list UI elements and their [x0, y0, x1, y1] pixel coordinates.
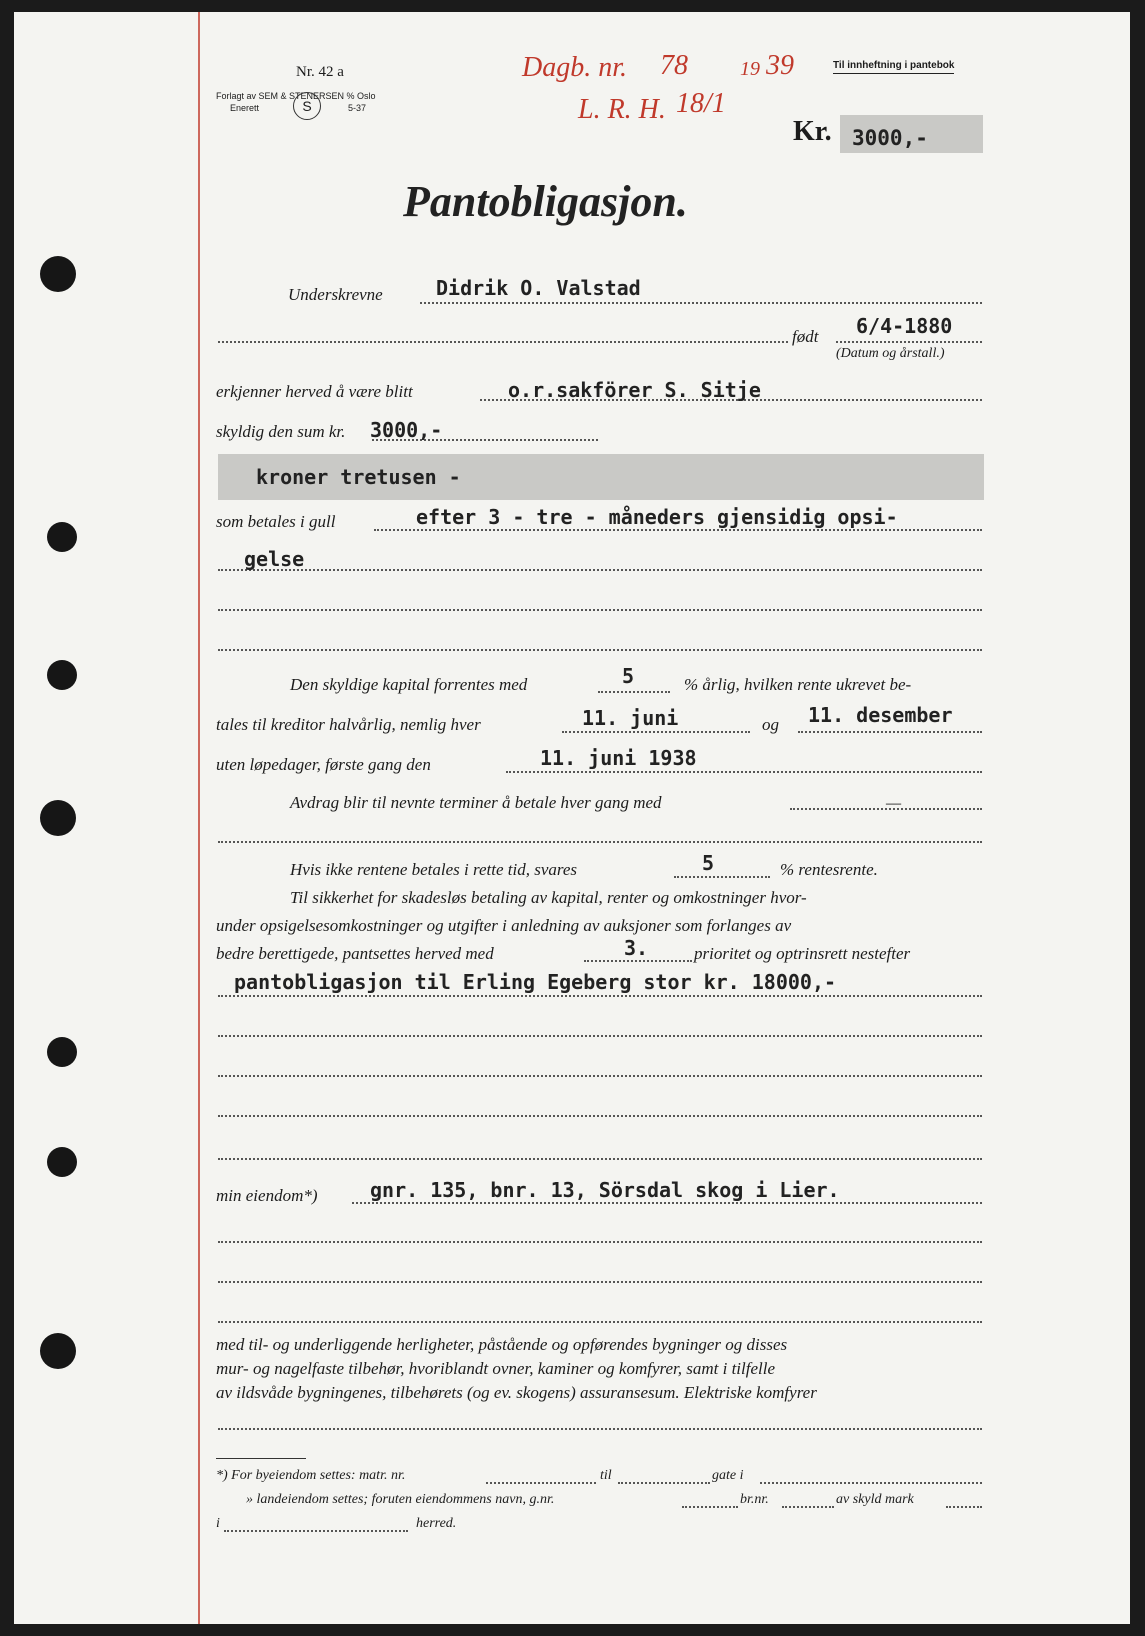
dotted-line: [218, 1321, 982, 1323]
dotted-line: [584, 960, 692, 962]
binder-hole: [47, 1147, 77, 1177]
creditor-value: o.r.sakförer S. Sitje: [508, 378, 761, 402]
security-para-1: Til sikkerhet for skadesløs betaling av kapital, renter og omkostninger hvor-: [290, 888, 807, 907]
sum-value: 3000,-: [370, 418, 443, 442]
year-prefix: 19: [740, 58, 760, 80]
security-prior-value: pantobligasjon til Erling Egeberg stor kr. 18000,-: [234, 970, 837, 994]
closing-line-3: av ildsvåde bygningenes, tilbehørets (og ev. skogens) assuransesum. Elektriske komfyrer: [216, 1383, 817, 1402]
binder-hole: [47, 522, 77, 552]
lrh-date: 18/1: [676, 88, 726, 119]
footnote-2b: br.nr.: [740, 1492, 769, 1507]
dotted-line: [218, 569, 982, 571]
interest-rate: 5: [622, 664, 635, 688]
interest-text-1: Den skyldige kapital forrentes med: [290, 675, 528, 694]
dotted-line: [218, 1035, 982, 1037]
dotted-line: [506, 771, 982, 773]
footnote-2c: av skyld mark: [836, 1492, 914, 1507]
dotted-line: [946, 1506, 982, 1508]
undersigned-label: Underskrevne: [288, 285, 383, 304]
payable-value-2: gelse: [244, 547, 305, 571]
lrh-stamp: L. R. H.: [578, 94, 666, 125]
rights: Enerett: [230, 103, 260, 113]
interest-date-1: 11. juni: [582, 706, 679, 730]
installment-value: —: [886, 793, 902, 812]
closing-line-1: med til- og underliggende herligheter, påstående og opførendes bygninger og disses: [216, 1335, 788, 1354]
filing-note: Til innheftning i pantebok: [833, 60, 954, 74]
footnote-3b: herred.: [416, 1516, 457, 1531]
dotted-line: [218, 1115, 982, 1117]
dotted-line: [218, 341, 788, 343]
margin-line: [198, 12, 200, 1624]
dotted-line: [760, 1482, 982, 1484]
binder-hole: [47, 1037, 77, 1067]
dotted-line: [218, 609, 982, 611]
dotted-line: [486, 1482, 596, 1484]
form-number: Nr. 42 a: [296, 64, 344, 80]
dotted-line: [218, 1241, 982, 1243]
footnote-1a: *) For byeiendom settes: matr. nr.: [216, 1468, 406, 1483]
publisher: Forlagt av SEM & STENERSEN % Oslo: [216, 91, 376, 101]
dotted-line: [798, 731, 982, 733]
interest-date-2: 11. desember: [808, 703, 953, 727]
payable-value-1: efter 3 - tre - måneders gjensidig opsi-: [416, 505, 898, 529]
security-para-3: bedre berettigede, pantsettes herved med: [216, 944, 494, 963]
dotted-line: [674, 876, 770, 878]
sum-words: kroner tretusen -: [256, 465, 461, 489]
penalty-rate: 5: [702, 851, 715, 875]
footnote-1b: til: [600, 1468, 612, 1483]
footnote-2a: » landeiendom settes; foruten eiendommens navn, g.nr.: [246, 1492, 555, 1507]
footnote-rule: [216, 1458, 306, 1459]
property-label: min eiendom*): [216, 1186, 318, 1205]
binder-hole: [47, 660, 77, 690]
dotted-line: [420, 302, 982, 304]
security-para-2: under opsigelsesomkostninger og utgifter i anledning av auksjoner som forlanges av: [216, 916, 792, 935]
property-value: gnr. 135, bnr. 13, Sörsdal skog i Lier.: [370, 1178, 840, 1202]
dagb-number: 78: [660, 50, 688, 81]
dotted-line: [682, 1506, 738, 1508]
dagb-label: Dagb. nr.: [522, 52, 628, 83]
undersigned-value: Didrik O. Valstad: [436, 276, 641, 300]
interest-text-4: uten løpedager, første gang den: [216, 755, 431, 774]
edition: 5-37: [348, 103, 367, 113]
dotted-line: [352, 1202, 982, 1204]
dotted-line: [218, 649, 982, 651]
interest-og: og: [762, 715, 779, 734]
footnote-3a: i: [216, 1516, 220, 1531]
installment-text: Avdrag blir til nevnte terminer å betale hver gang med: [290, 793, 662, 812]
born-label: født: [792, 327, 819, 346]
dotted-line: [782, 1506, 834, 1508]
payable-label: som betales i gull: [216, 512, 336, 531]
born-hint: (Datum og årstall.): [836, 346, 945, 361]
dotted-line: [374, 529, 982, 531]
creditor-label: erkjenner herved å være blitt: [216, 382, 413, 401]
closing-line-2: mur- og nagelfaste tilbehør, hvoriblandt ovner, kaminer og komfyrer, samt i tilfelle: [216, 1359, 776, 1378]
page-title: Pantobligasjon.: [403, 177, 688, 226]
dotted-line: [218, 841, 982, 843]
penalty-text-1: Hvis ikke rentene betales i rette tid, svares: [290, 860, 578, 879]
dotted-line: [562, 731, 750, 733]
kr-label: Kr.: [793, 116, 832, 147]
interest-first-date: 11. juni 1938: [540, 746, 697, 770]
dotted-line: [218, 1158, 982, 1160]
binder-hole: [40, 1333, 76, 1369]
dotted-line: [598, 691, 670, 693]
kr-amount: 3000,-: [852, 126, 928, 150]
penalty-text-2: % rentesrente.: [780, 860, 878, 879]
dotted-line: [218, 1428, 982, 1430]
interest-text-2: % årlig, hvilken rente ukrevet be-: [684, 675, 912, 694]
born-value: 6/4-1880: [856, 314, 953, 338]
dotted-line: [218, 1281, 982, 1283]
binder-hole: [40, 800, 76, 836]
year-suffix: 39: [766, 50, 794, 81]
security-para-4: prioritet og optrinsrett nestefter: [694, 944, 911, 963]
dotted-line: [836, 341, 982, 343]
binder-hole: [40, 256, 76, 292]
footnote-1c: gate i: [712, 1468, 744, 1483]
dotted-line: [218, 1075, 982, 1077]
sum-label: skyldig den sum kr.: [216, 422, 346, 441]
interest-text-3: tales til kreditor halvårlig, nemlig hver: [216, 715, 481, 734]
publisher-logo: S: [293, 92, 321, 120]
dotted-line: [224, 1530, 408, 1532]
dotted-line: [618, 1482, 710, 1484]
security-priority: 3.: [624, 936, 649, 960]
dotted-line: [218, 995, 982, 997]
